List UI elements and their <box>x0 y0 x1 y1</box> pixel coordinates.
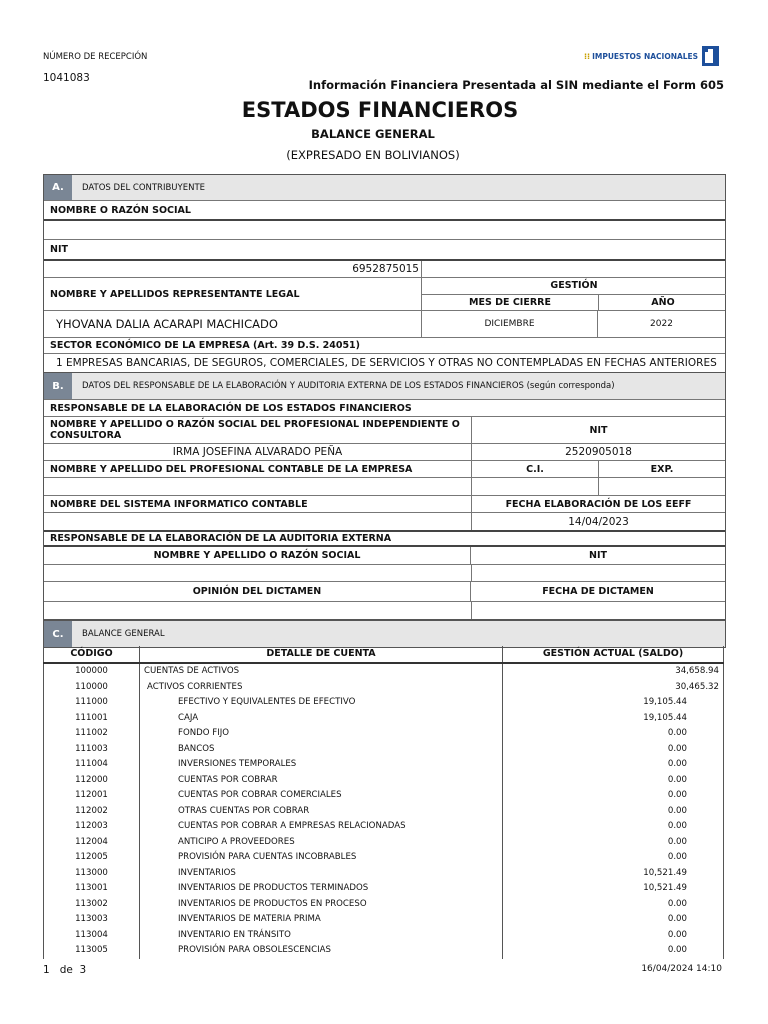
fecha-dictamen-label: FECHA DE DICTAMEN <box>542 586 654 597</box>
section-c-header <box>43 620 726 648</box>
form-subtitle: Información Financiera Presentada al SIN mediante el Form 605 <box>308 78 724 92</box>
col-value: GESTIÓN ACTUAL (SALDO) <box>503 646 724 663</box>
section-a-letter: A. <box>44 175 72 200</box>
page-subtitle: BALANCE GENERAL <box>311 127 435 141</box>
audit-nit-label: NIT <box>589 550 607 561</box>
row-code: 113004 <box>44 928 140 944</box>
prof-nit-value: 2520905018 <box>471 444 725 460</box>
row-code: 113000 <box>44 866 140 882</box>
section-a <box>43 174 726 373</box>
table-row <box>44 850 724 866</box>
table-row <box>44 773 724 789</box>
currency-note: (EXPRESADO EN BOLIVIANOS) <box>286 148 460 162</box>
opinion-label: OPINIÓN DEL DICTAMEN <box>44 582 471 601</box>
nit-label: NIT <box>50 244 68 255</box>
row-detail: CUENTAS POR COBRAR <box>140 773 503 789</box>
sistema-label: NOMBRE DEL SISTEMA INFORMATICO CONTABLE <box>50 498 308 510</box>
row-code: 111000 <box>44 695 140 711</box>
row-value: 30,465.32 <box>503 680 724 696</box>
row-detail: ACTIVOS CORRIENTES <box>140 680 503 696</box>
audit-name-label: NOMBRE Y APELLIDO O RAZÓN SOCIAL <box>44 547 471 564</box>
row-detail: INVENTARIOS <box>140 866 503 882</box>
balance-table <box>43 646 724 959</box>
table-row <box>44 928 724 944</box>
sector-value: 1 EMPRESAS BANCARIAS, DE SEGUROS, COMERCIALES, DE SERVICIOS Y OTRAS NO CONTEMPLADAS EN FECHAS ANTERIORES <box>56 357 717 369</box>
row-value: 0.00 <box>503 726 724 742</box>
row-value: 0.00 <box>503 897 724 913</box>
row-detail: BANCOS <box>140 742 503 758</box>
rep-value: YHOVANA DALIA ACARAPI MACHICADO <box>56 317 278 331</box>
row-code: 113002 <box>44 897 140 913</box>
row-detail: INVERSIONES TEMPORALES <box>140 757 503 773</box>
row-detail: CAJA <box>140 711 503 727</box>
section-a-header <box>44 175 725 201</box>
row-code: 111001 <box>44 711 140 727</box>
table-row <box>44 680 724 696</box>
row-detail: CUENTAS POR COBRAR COMERCIALES <box>140 788 503 804</box>
contable-label: NOMBRE Y APELLIDO DEL PROFESIONAL CONTABLE DE LA EMPRESA <box>50 463 413 475</box>
audit-label: RESPONSABLE DE LA ELABORACIÓN DE LA AUDITORIA EXTERNA <box>50 533 392 544</box>
row-code: 110000 <box>44 680 140 696</box>
row-value: 0.00 <box>503 850 724 866</box>
nit-value: 6952875015 <box>352 263 419 275</box>
row-code: 112000 <box>44 773 140 789</box>
row-detail: FONDO FIJO <box>140 726 503 742</box>
page-title: ESTADOS FINANCIEROS <box>241 98 519 122</box>
table-row <box>44 695 724 711</box>
table-row <box>44 897 724 913</box>
gestion-label: GESTIÓN <box>422 278 726 295</box>
prof-value: IRMA JOSEFINA ALVARADO PEÑA <box>172 446 343 458</box>
name-label: NOMBRE O RAZÓN SOCIAL <box>50 204 191 216</box>
row-code: 111004 <box>44 757 140 773</box>
table-row <box>44 742 724 758</box>
table-row <box>44 804 724 820</box>
page-total: 3 <box>79 964 87 976</box>
sin-logo: ⁝⁝ IMPUESTOS NACIONALES <box>584 46 719 66</box>
resp-label: RESPONSABLE DE LA ELABORACIÓN DE LOS ESTADOS FINANCIEROS <box>50 402 412 414</box>
row-detail: INVENTARIO EN TRÁNSITO <box>140 928 503 944</box>
sector-label: SECTOR ECONÓMICO DE LA EMPRESA (Art. 39 D.S. 24051) <box>50 340 361 351</box>
section-a-title: DATOS DEL CONTRIBUYENTE <box>82 182 206 193</box>
row-value: 19,105.44 <box>503 695 724 711</box>
row-code: 112001 <box>44 788 140 804</box>
mes-value: DICIEMBRE <box>421 311 597 337</box>
row-code: 112005 <box>44 850 140 866</box>
row-value: 0.00 <box>503 912 724 928</box>
row-value: 0.00 <box>503 835 724 851</box>
row-value: 0.00 <box>503 757 724 773</box>
fecha-eeff-value: 14/04/2023 <box>471 513 725 530</box>
row-code: 111002 <box>44 726 140 742</box>
row-code: 112002 <box>44 804 140 820</box>
anio-value: 2022 <box>597 311 725 337</box>
section-b <box>43 372 726 620</box>
row-value: 0.00 <box>503 742 724 758</box>
table-row <box>44 757 724 773</box>
table-row <box>44 726 724 742</box>
prof-nit-label: NIT <box>471 417 725 443</box>
row-detail: CUENTAS POR COBRAR A EMPRESAS RELACIONADAS <box>140 819 503 835</box>
table-row <box>44 788 724 804</box>
table-row <box>44 819 724 835</box>
row-detail: EFECTIVO Y EQUIVALENTES DE EFECTIVO <box>140 695 503 711</box>
table-row <box>44 943 724 959</box>
row-value: 0.00 <box>503 943 724 959</box>
fecha-eeff-label: FECHA ELABORACIÓN DE LOS EEFF <box>471 496 725 512</box>
mes-label: MES DE CIERRE <box>469 297 551 308</box>
prof-label: NOMBRE Y APELLIDO O RAZÓN SOCIAL DEL PROFESIONAL INDEPENDIENTE O CONSULTORA <box>50 419 460 441</box>
table-row <box>44 866 724 882</box>
row-detail: PROVISIÓN PARA OBSOLESCENCIAS <box>140 943 503 959</box>
page-of: de <box>59 964 73 976</box>
section-c-letter: C. <box>44 621 72 647</box>
row-detail: INVENTARIOS DE PRODUCTOS TERMINADOS <box>140 881 503 897</box>
row-code: 113005 <box>44 943 140 959</box>
row-code: 111003 <box>44 742 140 758</box>
section-c-title: BALANCE GENERAL <box>82 629 165 639</box>
row-detail: OTRAS CUENTAS POR COBRAR <box>140 804 503 820</box>
row-value: 34,658.94 <box>503 663 724 680</box>
table-row <box>44 663 724 680</box>
page-indicator <box>43 964 86 976</box>
row-code: 113001 <box>44 881 140 897</box>
row-code: 112003 <box>44 819 140 835</box>
row-value: 19,105.44 <box>503 711 724 727</box>
row-detail: INVENTARIOS DE MATERIA PRIMA <box>140 912 503 928</box>
row-value: 0.00 <box>503 928 724 944</box>
row-code: 112004 <box>44 835 140 851</box>
row-detail: PROVISIÓN PARA CUENTAS INCOBRABLES <box>140 850 503 866</box>
row-value: 0.00 <box>503 788 724 804</box>
rep-label: NOMBRE Y APELLIDOS REPRESENTANTE LEGAL <box>50 288 300 300</box>
row-detail: CUENTAS DE ACTIVOS <box>140 663 503 680</box>
table-row <box>44 711 724 727</box>
row-value: 0.00 <box>503 773 724 789</box>
table-row <box>44 835 724 851</box>
footer-timestamp: 16/04/2024 14:10 <box>641 964 722 974</box>
row-value: 0.00 <box>503 819 724 835</box>
section-b-letter: B. <box>44 373 72 399</box>
row-detail: ANTICIPO A PROVEEDORES <box>140 835 503 851</box>
row-value: 10,521.49 <box>503 881 724 897</box>
anio-label: AÑO <box>598 295 727 311</box>
row-value: 0.00 <box>503 804 724 820</box>
col-detail: DETALLE DE CUENTA <box>140 646 503 663</box>
reception-number: 1041083 <box>43 72 90 84</box>
section-b-title: DATOS DEL RESPONSABLE DE LA ELABORACIÓN Y AUDITORIA EXTERNA DE LOS ESTADOS FINANCIEROS (según corresponda) <box>82 381 615 391</box>
row-value: 10,521.49 <box>503 866 724 882</box>
row-code: 113003 <box>44 912 140 928</box>
table-row <box>44 881 724 897</box>
row-detail: INVENTARIOS DE PRODUCTOS EN PROCESO <box>140 897 503 913</box>
balance-body <box>44 663 724 959</box>
page-number: 1 <box>43 964 50 976</box>
table-row <box>44 912 724 928</box>
exp-label: EXP. <box>598 461 725 477</box>
row-code: 100000 <box>44 663 140 680</box>
reception-label: NÚMERO DE RECEPCIÓN <box>43 52 148 62</box>
ci-label: C.I. <box>471 461 598 477</box>
col-code: CÓDIGO <box>44 646 140 663</box>
